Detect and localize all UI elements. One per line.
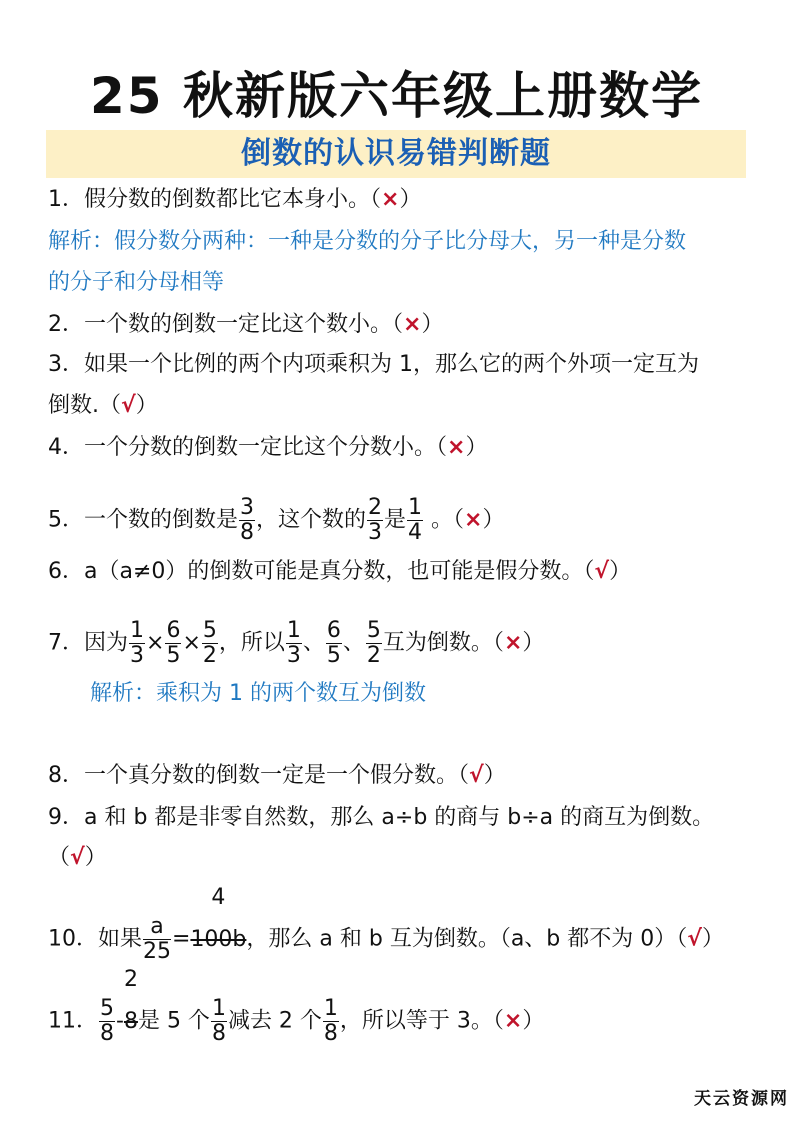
fraction xyxy=(367,496,383,545)
text-segment: 。（ xyxy=(424,507,465,533)
question-line xyxy=(48,761,506,791)
correction-annotation: 4 xyxy=(211,884,226,910)
cross-mark: × xyxy=(503,630,523,656)
fraction xyxy=(129,619,145,668)
question-line xyxy=(48,185,421,215)
question-line xyxy=(48,966,545,1046)
text-segment: 4．一个分数的倒数一定比这个分数小。（ xyxy=(48,435,447,460)
question-line xyxy=(48,884,724,964)
watermark: 天云资源网 xyxy=(694,1089,789,1109)
denominator: 25 xyxy=(143,939,171,964)
text-segment: （ xyxy=(48,845,71,870)
struck-term xyxy=(190,884,247,952)
text-segment: × xyxy=(146,630,165,656)
text-segment: ） xyxy=(84,845,107,870)
struck-text: 100b xyxy=(190,926,247,952)
denominator: 2 xyxy=(202,643,217,668)
denominator: 8 xyxy=(211,1021,226,1046)
fraction xyxy=(326,619,342,668)
check-mark: √ xyxy=(469,763,484,788)
text-segment: 8．一个真分数的倒数一定是一个假分数。（ xyxy=(48,763,469,788)
text-segment: ） xyxy=(609,559,632,584)
correction-annotation: 2 xyxy=(123,966,138,992)
numerator: 1 xyxy=(211,996,226,1021)
denominator: 2 xyxy=(366,643,381,668)
text-segment: 的分子和分母相等 xyxy=(48,270,225,295)
text-segment: 10．如果 xyxy=(48,926,142,952)
denominator: 3 xyxy=(130,643,144,668)
text-segment: ） xyxy=(399,187,422,212)
fraction xyxy=(286,619,302,668)
numerator: 2 xyxy=(368,495,383,520)
numerator: 1 xyxy=(130,618,144,643)
text-segment: ） xyxy=(483,763,506,788)
text-segment: ） xyxy=(522,1008,545,1034)
question-line xyxy=(48,310,443,340)
question-line xyxy=(48,495,505,545)
subtitle: 倒数的认识易错判断题 xyxy=(241,136,551,171)
check-mark: √ xyxy=(70,845,85,870)
text-segment: ） xyxy=(482,507,505,533)
fraction xyxy=(407,496,423,545)
denominator: 3 xyxy=(286,643,301,668)
page-title: 25 秋新版六年级上册数学 xyxy=(90,67,703,125)
text-segment: ） xyxy=(421,312,444,337)
text-segment: 是 5 个 xyxy=(137,1008,210,1034)
check-mark: √ xyxy=(121,393,136,418)
text-segment: 2．一个数的倒数一定比这个数小。（ xyxy=(48,312,403,337)
struck-term xyxy=(123,966,138,1034)
text-segment: ） xyxy=(135,393,158,418)
text-segment: 9．a 和 b 都是非零自然数，那么 a÷b 的商与 b÷a 的商互为倒数。 xyxy=(48,805,715,830)
fraction xyxy=(211,997,227,1046)
denominator: 3 xyxy=(368,520,383,545)
text-segment: 、 xyxy=(302,630,325,656)
denominator: 5 xyxy=(326,643,341,668)
text-segment: 7．因为 xyxy=(48,630,128,656)
text-segment: ，这个数的 xyxy=(256,507,367,533)
question-line xyxy=(48,433,487,463)
question-line xyxy=(48,803,714,833)
denominator: 8 xyxy=(240,520,254,545)
text-segment: × xyxy=(182,630,201,656)
cross-mark: × xyxy=(381,187,400,212)
text-segment: 解析：假分数分两种：一种是分数的分子比分母大，另一种是分数 xyxy=(48,229,687,254)
cross-mark: × xyxy=(464,507,483,533)
cross-mark: × xyxy=(503,1008,523,1034)
numerator: 6 xyxy=(166,618,181,643)
text-segment: 1．假分数的倒数都比它本身小。（ xyxy=(48,187,381,212)
text-segment: ，所以 xyxy=(218,630,285,656)
fraction xyxy=(323,997,339,1046)
numerator: 1 xyxy=(323,996,338,1021)
text-segment: ，那么 a 和 b 互为倒数。（a、b 都不为 0）（ xyxy=(246,926,688,952)
question-line xyxy=(48,557,631,587)
text-segment: 3．如果一个比例的两个内项乘积为 1，那么它的两个外项一定互为 xyxy=(48,352,699,377)
fraction xyxy=(165,619,181,668)
text-segment: 5．一个数的倒数是 xyxy=(48,507,238,533)
numerator: 5 xyxy=(202,618,217,643)
question-line xyxy=(48,391,158,421)
text-segment: - xyxy=(116,1008,124,1034)
numerator: 6 xyxy=(326,618,341,643)
text-segment: 减去 2 个 xyxy=(227,1008,322,1034)
numerator: a xyxy=(143,915,171,940)
denominator: 8 xyxy=(323,1021,338,1046)
text-segment: 是 xyxy=(384,507,407,533)
numerator: 5 xyxy=(100,996,114,1021)
numerator: 3 xyxy=(240,495,254,520)
numerator: 1 xyxy=(286,618,301,643)
text-segment: ，所以等于 3。（ xyxy=(339,1008,504,1034)
fraction xyxy=(99,997,115,1046)
text-segment: = xyxy=(172,926,191,952)
analysis-line xyxy=(48,268,224,298)
denominator: 5 xyxy=(166,643,181,668)
analysis-line xyxy=(90,679,426,709)
text-segment: ） xyxy=(701,926,724,952)
struck-text: 8 xyxy=(123,1008,138,1034)
question-line xyxy=(48,618,545,668)
fraction xyxy=(239,496,255,545)
numerator: 5 xyxy=(366,618,381,643)
text-segment: ） xyxy=(465,435,488,460)
analysis-line xyxy=(48,227,686,257)
fraction xyxy=(366,619,382,668)
text-segment: ） xyxy=(522,630,545,656)
denominator: 8 xyxy=(100,1021,114,1046)
fraction xyxy=(143,915,171,964)
text-segment: 6．a（a≠0）的倒数可能是真分数，也可能是假分数。（ xyxy=(48,559,595,584)
check-mark: √ xyxy=(687,926,702,952)
check-mark: √ xyxy=(594,559,610,584)
cross-mark: × xyxy=(447,435,466,460)
numerator: 1 xyxy=(408,495,423,520)
text-segment: 、 xyxy=(342,630,365,656)
text-segment: 倒数.（ xyxy=(48,393,121,418)
question-line xyxy=(48,843,107,873)
text-segment: 解析：乘积为 1 的两个数互为倒数 xyxy=(90,681,426,706)
text-segment: 11． xyxy=(48,1008,98,1034)
denominator: 4 xyxy=(408,520,423,545)
cross-mark: × xyxy=(403,312,422,337)
question-line xyxy=(48,350,699,380)
text-segment: 互为倒数。（ xyxy=(382,630,504,656)
fraction xyxy=(202,619,218,668)
